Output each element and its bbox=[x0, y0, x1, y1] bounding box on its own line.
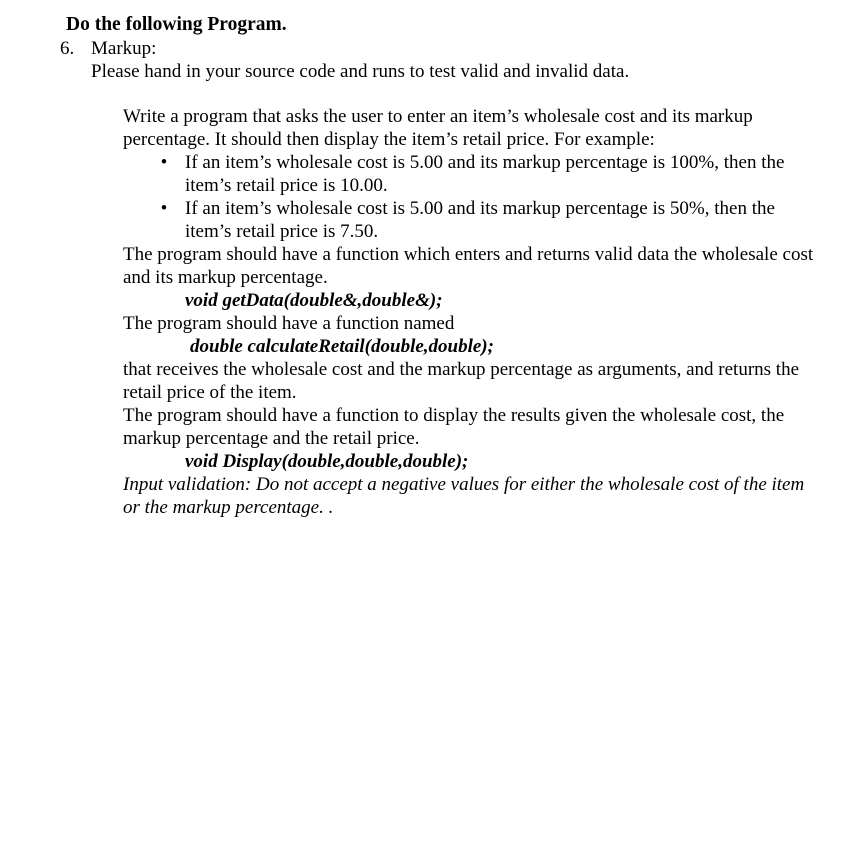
input-validation-note: Input validation: Do not accept a negative values for either the wholesale cost of the item or the markup percentage. . bbox=[123, 474, 805, 518]
item-title: Markup: bbox=[91, 38, 157, 59]
problem-intro: Write a program that asks the user to enter an item’s wholesale cost and its markup percentage. It should then display the item’s retail price. For example: bbox=[123, 106, 753, 150]
calculate-details: that receives the wholesale cost and the markup percentage as arguments, and returns the retail price of the item. bbox=[123, 359, 800, 403]
item-title-line bbox=[60, 37, 156, 61]
getdata-description: The program should have a function which enters and returns valid data the wholesale cost and its markup percentage. bbox=[123, 244, 814, 288]
example-text: If an item’s wholesale cost is 5.00 and its markup percentage is 50%, then the item’s retail price is 7.50. bbox=[185, 198, 775, 242]
example-text: If an item’s wholesale cost is 5.00 and its markup percentage is 100%, then the item’s retail price is 10.00. bbox=[185, 152, 785, 196]
calculate-description: The program should have a function named bbox=[123, 313, 455, 334]
calculate-signature: double calculateRetail(double,double); bbox=[190, 336, 494, 357]
problem-statement bbox=[123, 105, 823, 519]
getdata-signature: void getData(double&,double&); bbox=[185, 290, 443, 311]
display-signature: void Display(double,double,double); bbox=[185, 451, 469, 472]
bullet-icon: • bbox=[160, 152, 168, 173]
example-list bbox=[123, 151, 823, 243]
submission-instructions: Please hand in your source code and runs to test valid and invalid data. bbox=[91, 61, 630, 82]
example-item bbox=[123, 197, 823, 243]
example-item bbox=[123, 151, 823, 197]
bullet-icon: • bbox=[160, 198, 168, 219]
display-description: The program should have a function to display the results given the wholesale cost, the markup percentage and the retail price. bbox=[123, 405, 785, 449]
page-heading: Do the following Program. bbox=[66, 14, 287, 35]
item-number: 6. bbox=[60, 38, 75, 59]
